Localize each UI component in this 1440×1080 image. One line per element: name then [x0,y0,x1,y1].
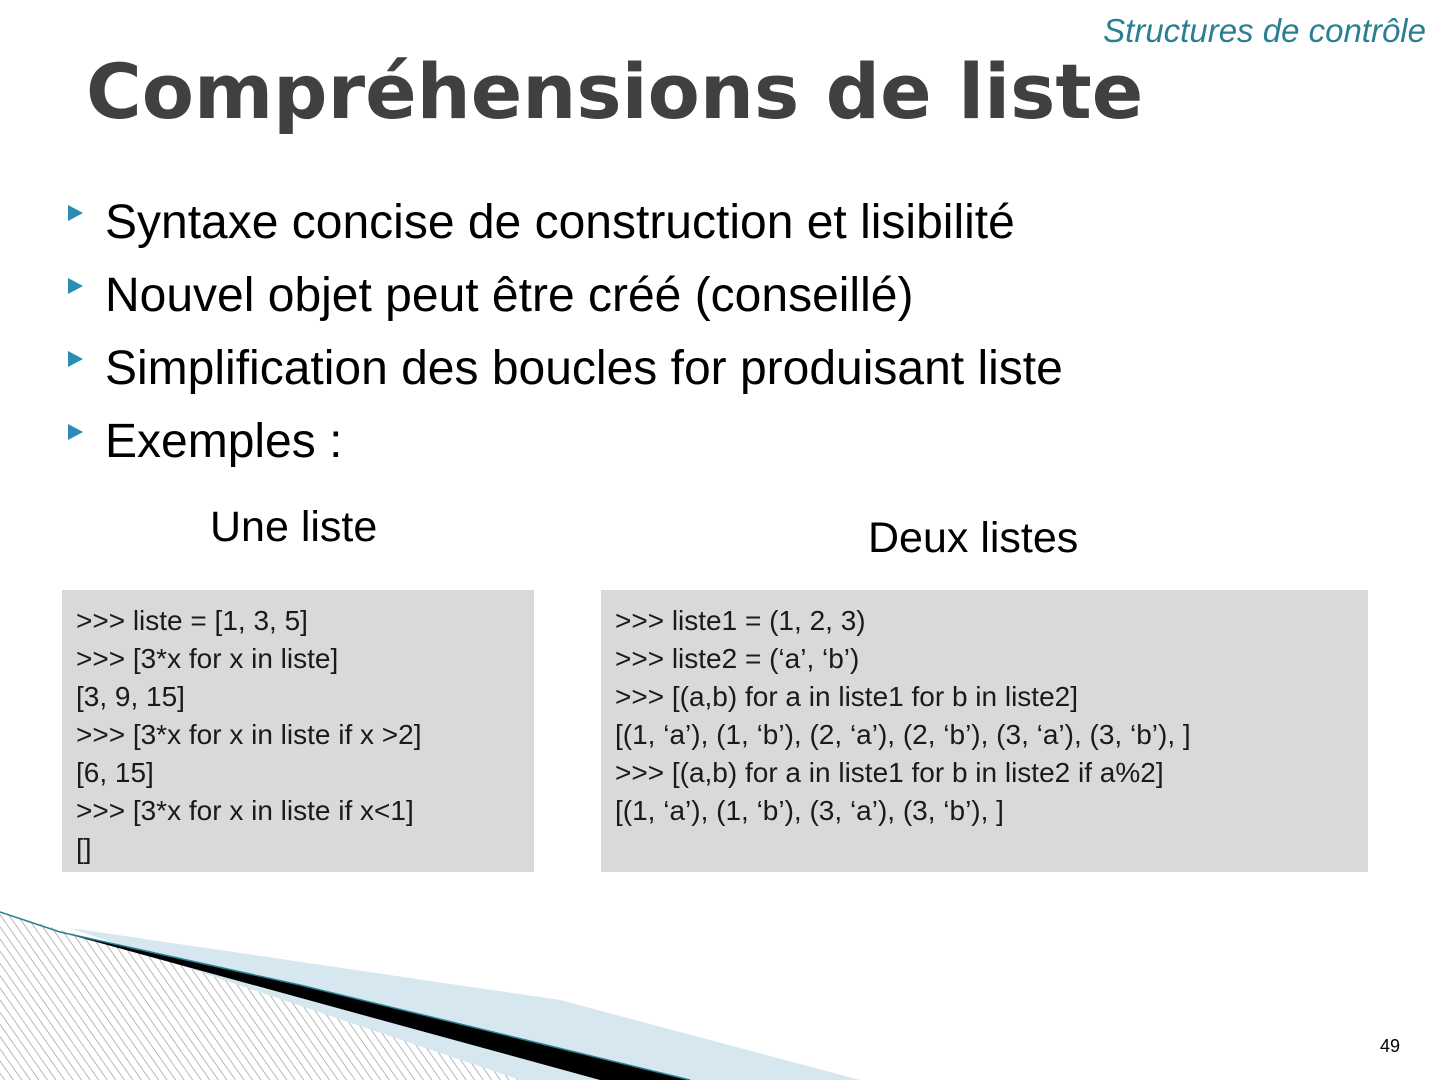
code-line: [6, 15] [76,757,154,788]
code-example-one-list [62,590,534,872]
code-line: >>> [3*x for x in liste] [76,643,339,674]
triangle-bullet-icon [68,424,83,440]
example-heading-one-list: Une liste [210,503,378,551]
page-number: 49 [1379,1036,1400,1056]
example-heading-two-lists: Deux listes [868,514,1079,562]
code-line: >>> [(a,b) for a in liste1 for b in liste2 if a%2] [615,757,1164,788]
code-line: >>> [(a,b) for a in liste1 for b in liste2] [615,681,1079,712]
code-line: >>> liste = [1, 3, 5] [76,605,308,636]
slide-title: Compréhensions de liste [86,47,1144,136]
bullet-item [68,332,1063,405]
code-line: >>> liste1 = (1, 2, 3) [615,605,866,636]
code-line: >>> [3*x for x in liste if x<1] [76,795,414,826]
bullet-text: Nouvel objet peut être créé (conseillé) [105,269,914,322]
triangle-bullet-icon [68,351,83,367]
bullet-text: Exemples : [105,415,343,468]
bullet-item [68,259,1063,332]
code-line: >>> [3*x for x in liste if x >2] [76,719,422,750]
code-line: [3, 9, 15] [76,681,185,712]
code-line: >>> liste2 = (‘a’, ‘b’) [615,643,860,674]
triangle-bullet-icon [68,205,83,221]
bullet-text: Simplification des boucles for produisant liste [105,342,1063,395]
bullet-item [68,405,1063,478]
triangle-bullet-icon [68,278,83,294]
code-example-two-lists [601,590,1368,872]
code-line: [(1, ‘a’), (1, ‘b’), (3, ‘a’), (3, ‘b’), ] [615,795,1004,826]
bullet-list [68,186,1063,478]
bullet-item [68,186,1063,259]
code-line: [(1, ‘a’), (1, ‘b’), (2, ‘a’), (2, ‘b’), (3, ‘a’), (3, ‘b’), ] [615,719,1191,750]
code-line: [] [76,833,92,864]
section-label: Structures de contrôle [1103,12,1426,49]
bullet-text: Syntaxe concise de construction et lisibilité [105,196,1015,249]
